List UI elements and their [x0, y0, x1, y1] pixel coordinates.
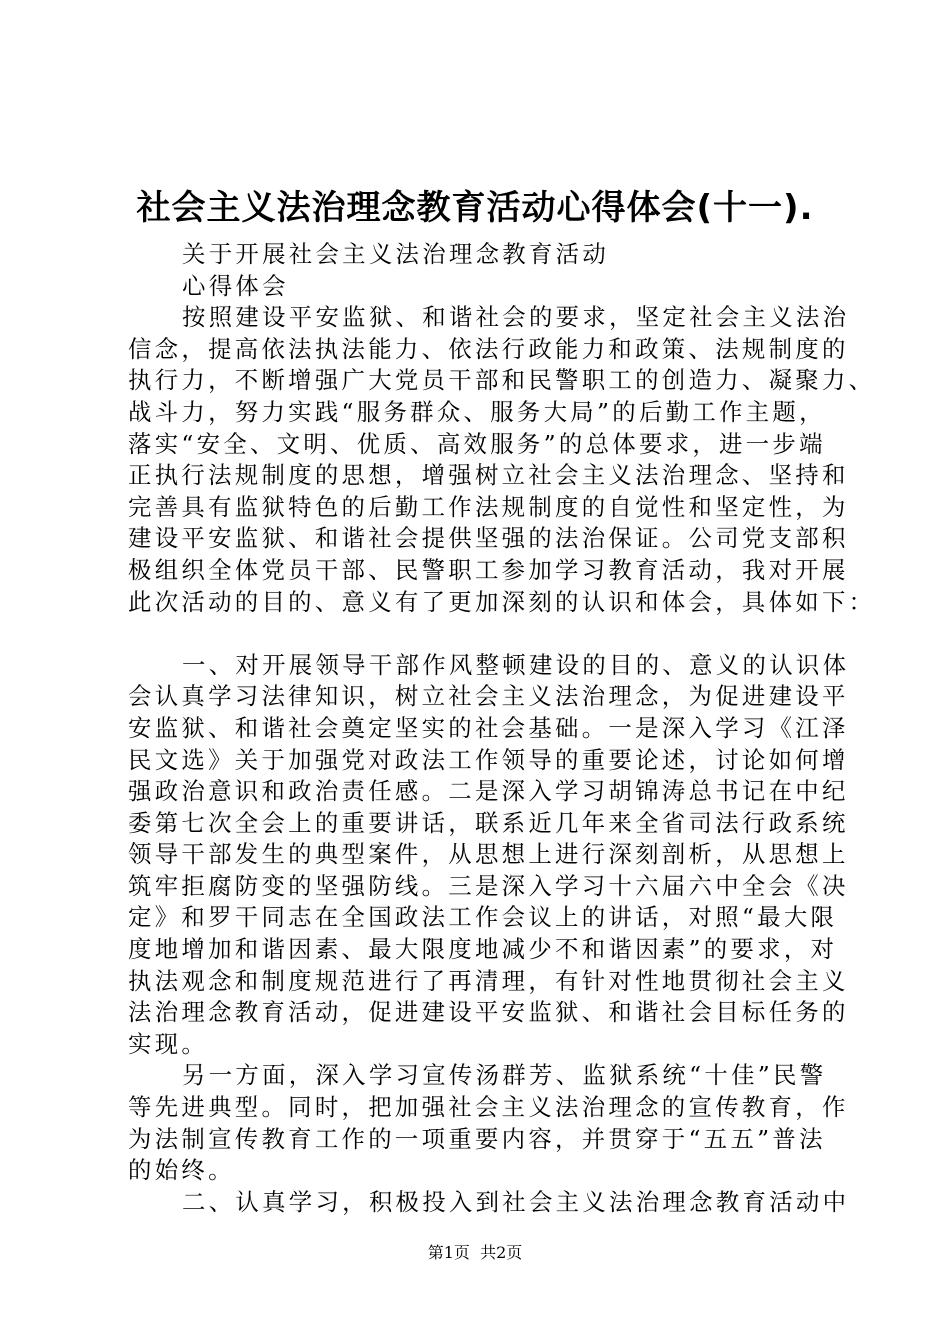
document-title: 社会主义法治理念教育活动心得体会(十一). — [136, 188, 814, 228]
paragraph-line: 信念，提高依法执法能力、依法行政能力和政策、法规制度的 — [128, 334, 849, 363]
paragraph-line: 的始终。 — [128, 1156, 235, 1185]
paragraph-line: 战斗力，努力实践“服务群众、服务大局”的后勤工作主题， — [128, 397, 826, 426]
paragraph-line: 正执行法规制度的思想，增强树立社会主义法治理念、坚持和 — [128, 461, 849, 490]
paragraph-line: 执行力，不断增强广大党员干部和民警职工的创造力、凝聚力、 — [128, 366, 876, 395]
paragraph-line: 另一方面，深入学习宣传汤群芳、监狱系统“十佳”民警 — [182, 1061, 827, 1090]
paragraph-line: 落实“安全、文明、优质、高效服务”的总体要求，进一步端 — [128, 429, 826, 458]
paragraph-line: 二、认真学习，积极投入到社会主义法治理念教育活动中 — [182, 1187, 850, 1216]
paragraph-line: 度地增加和谐因素、最大限度地减少不和谐因素”的要求，对 — [128, 935, 838, 964]
paragraph-line: 安监狱、和谐社会奠定坚实的社会基础。一是深入学习《江泽 — [128, 713, 849, 742]
subtitle-line: 关于开展社会主义法治理念教育活动 — [182, 240, 610, 268]
paragraph-section-one — [128, 650, 850, 1061]
page-number-footer: 第1页 共2页 — [427, 1243, 523, 1262]
paragraph-line: 会认真学习法律知识，树立社会主义法治理念，为促进建设平 — [128, 682, 849, 711]
paragraph-line: 法治理念教育活动，促进建设平安监狱、和谐社会目标任务的 — [128, 998, 849, 1027]
paragraph-spacer — [128, 618, 840, 650]
paragraph-line: 建设平安监狱、和谐社会提供坚强的法治保证。公司党支部积 — [128, 524, 849, 553]
paragraph-line: 定》和罗干同志在全国政法工作会议上的讲话，对照“最大限 — [128, 903, 838, 932]
paragraph-line: 领导干部发生的典型案件，从思想上进行深刻剖析，从思想上 — [128, 840, 849, 869]
paragraph-line: 一、对开展领导干部作风整顿建设的目的、意义的认识体 — [182, 650, 850, 679]
paragraph-other-aspect — [128, 1060, 849, 1186]
document-body — [128, 239, 876, 1218]
paragraph-line: 按照建设平安监狱、和谐社会的要求，坚定社会主义法治 — [182, 303, 850, 332]
paragraph-line: 筑牢拒腐防变的坚强防线。三是深入学习十六届六中全会《决 — [128, 871, 849, 900]
paragraph-line: 委第七次全会上的重要讲话，联系近几年来全省司法行政系统 — [128, 808, 849, 837]
paragraph-line: 此次活动的目的、意义有了更加深刻的认识和体会，具体如下： — [128, 587, 876, 616]
paragraph-line: 极组织全体党员干部、民警职工参加学习教育活动，我对开展 — [128, 555, 849, 584]
paragraph-line: 实现。 — [128, 1029, 209, 1058]
paragraph-line: 为法制宣传教育工作的一项重要内容，并贯穿于“五五”普法 — [128, 1124, 826, 1153]
paragraph-intro — [128, 302, 876, 618]
paragraph-line: 完善具有监狱特色的后勤工作法规制度的自觉性和坚定性，为 — [128, 492, 849, 521]
paragraph-line: 强政治意识和政治责任感。二是深入学习胡锦涛总书记在中纪 — [128, 777, 849, 806]
paragraph-line: 等先进典型。同时，把加强社会主义法治理念的宣传教育，作 — [128, 1093, 849, 1122]
paragraph-line: 执法观念和制度规范进行了再清理，有针对性地贯彻社会主义 — [128, 966, 849, 995]
paragraph-line: 民文选》关于加强党对政法工作领导的重要论述，讨论如何增 — [128, 745, 849, 774]
paragraph-section-two — [128, 1187, 850, 1219]
subtitle-line: 心得体会 — [182, 271, 289, 300]
